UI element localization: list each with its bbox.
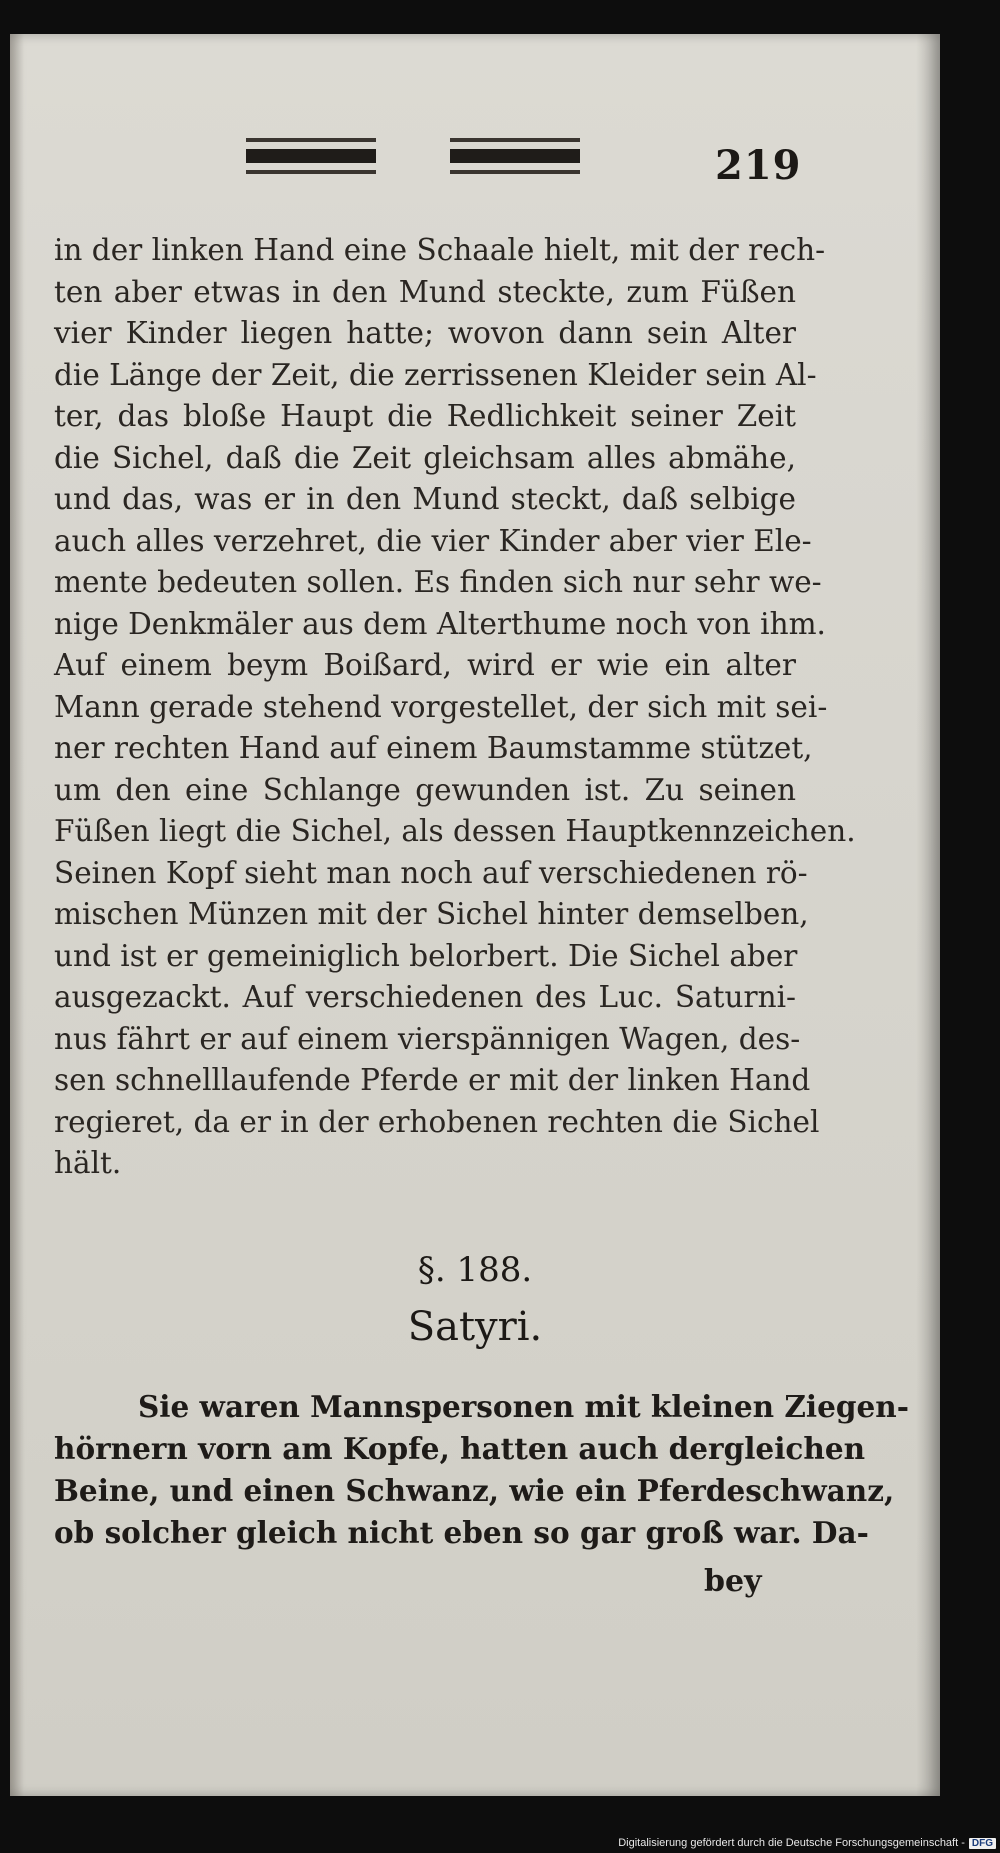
text-line: hörnern vorn am Kopfe, hatten auch dergleichen — [54, 1431, 866, 1466]
header-ornament-right — [450, 138, 580, 174]
text-line: Seinen Kopf sieht man noch auf verschiedenen rö- — [54, 855, 808, 890]
ornament-rule — [246, 149, 376, 163]
text-line: ner rechten Hand auf einem Baumstamme stützet, — [54, 731, 813, 765]
text-line: und das, was er in den Mund steckt, daß selbige — [54, 482, 796, 516]
ornament-rule — [450, 170, 580, 174]
ornament-rule — [450, 149, 580, 163]
text-line: sen schnelllaufende Pferde er mit der linken Hand — [54, 1063, 811, 1097]
section-number: §. 188. — [417, 1250, 533, 1290]
page-left-edge-shading — [10, 34, 24, 1796]
paragraph-1 — [54, 230, 856, 1185]
text-line: in der linken Hand eine Schaale hielt, mit der rech- — [54, 233, 826, 267]
text-line: ter, das bloße Haupt die Redlichkeit seiner Zeit — [54, 399, 796, 433]
text-line: regieret, da er in der erhobenen rechten die Sichel — [54, 1104, 820, 1139]
text-line: Mann gerade stehend vorgestellet, der sich mit sei- — [54, 689, 828, 724]
text-line: ob solcher gleich nicht eben so gar groß war. Da- — [54, 1515, 869, 1550]
text-line: hält. — [54, 1146, 122, 1180]
text-line: ten aber etwas in den Mund steckte, zum Füßen — [54, 274, 796, 309]
ornament-rule — [246, 138, 376, 142]
text-line: nige Denkmäler aus dem Alterthume noch von ihm. — [54, 606, 826, 641]
text-line: Sie waren Mannspersonen mit kleinen Ziegen- — [138, 1389, 909, 1424]
section-title: Satyri. — [407, 1304, 543, 1350]
digitization-footer — [618, 1837, 996, 1849]
text-line: Füßen liegt die Sichel, als dessen Hauptkennzeichen. — [54, 814, 856, 848]
dfg-logo-icon: DFG — [969, 1838, 996, 1849]
text-line: nus fährt er auf einem vierspännigen Wagen, des- — [54, 1021, 801, 1056]
page-number: 219 — [715, 142, 802, 189]
footer-text: Digitalisierung gefördert durch die Deutsche Forschungsgemeinschaft - — [618, 1837, 965, 1849]
text-line: um den eine Schlange gewunden ist. Zu seinen — [54, 772, 796, 807]
text-line: die Länge der Zeit, die zerrissenen Kleider sein Al- — [54, 357, 817, 392]
catchword: bey — [704, 1564, 762, 1599]
ornament-rule — [450, 138, 580, 142]
text-line: vier Kinder liegen hatte; wovon dann sein Alter — [54, 316, 796, 350]
text-line: und ist er gemeiniglich belorbert. Die Sichel aber — [54, 938, 798, 973]
text-line: mente bedeuten sollen. Es finden sich nur sehr we- — [54, 565, 822, 599]
text-line: die Sichel, daß die Zeit gleichsam alles abmähe, — [54, 440, 796, 475]
page-binding-shadow — [916, 34, 940, 1796]
text-line: Beine, und einen Schwanz, wie ein Pferdeschwanz, — [54, 1473, 895, 1508]
text-line: auch alles verzehret, die vier Kinder aber vier Ele- — [54, 523, 812, 558]
ornament-rule — [246, 170, 376, 174]
text-line: Auf einem beym Boißard, wird er wie ein alter — [54, 648, 796, 682]
text-line: mischen Münzen mit der Sichel hinter demselben, — [54, 897, 809, 931]
header-ornament-left — [246, 138, 376, 174]
paragraph-2 — [54, 1386, 909, 1554]
text-line: ausgezackt. Auf verschiedenen des Luc. Saturni- — [54, 980, 796, 1014]
book-page — [10, 34, 940, 1796]
